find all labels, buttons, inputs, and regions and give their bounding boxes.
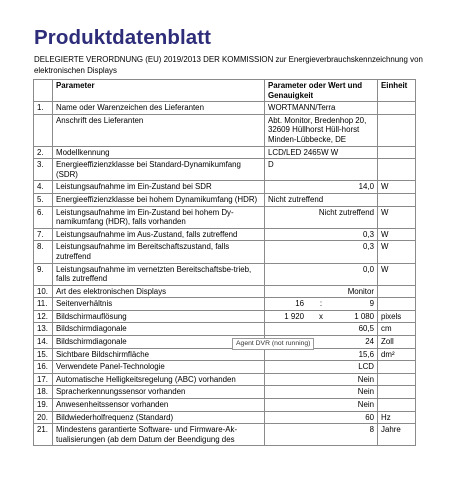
- header-unit: Einheit: [378, 80, 416, 102]
- aspect-width: 16: [295, 299, 304, 309]
- row-unit: Zoll: [378, 336, 416, 349]
- row-value: Nein: [265, 386, 378, 399]
- table-row: [34, 181, 416, 194]
- table-row: [34, 146, 416, 159]
- row-unit: W: [378, 206, 416, 228]
- product-data-table: [33, 79, 416, 446]
- table-row: [34, 310, 416, 323]
- table-row: [34, 411, 416, 424]
- page-title: Produktdatenblatt: [34, 26, 212, 49]
- row-unit: [378, 285, 416, 298]
- row-value: Nicht zutreffend: [265, 206, 378, 228]
- table-row: [34, 361, 416, 374]
- row-parameter: Modellkennung: [53, 146, 265, 159]
- aspect-separator: :: [319, 299, 323, 309]
- row-number: 10.: [34, 285, 53, 298]
- row-parameter: Leistungsaufnahme im Bereitschaftszustand, falls zutreffend: [53, 241, 265, 263]
- row-value: Nein: [265, 399, 378, 412]
- row-value: 14,0: [265, 181, 378, 194]
- row-value: [265, 298, 378, 311]
- row-number: 21.: [34, 424, 53, 446]
- regulation-subtitle: DELEGIERTE VERORDNUNG (EU) 2019/2013 DER KOMMISSION zur Energieverbrauchskennzeichnung von elektronischen Displays: [34, 55, 423, 75]
- row-unit: [378, 373, 416, 386]
- resolution-height: 1 080: [354, 311, 374, 321]
- row-value: LCD/LED 2465W W: [265, 146, 378, 159]
- row-parameter: Mindestens garantierte Software- und Firmware-Ak-tualisierungen (ab dem Datum der Beendigung des: [53, 424, 265, 446]
- row-parameter: Bildschirmdiagonale: [53, 336, 265, 349]
- header-value: Parameter oder Wert und Genauigkeit: [265, 80, 378, 102]
- row-number: 18.: [34, 386, 53, 399]
- row-value: WORTMANN/Terra: [265, 102, 378, 115]
- row-number: 12.: [34, 310, 53, 323]
- row-value: 60,5: [265, 323, 378, 336]
- row-parameter: Bildschirmdiagonale: [53, 323, 265, 336]
- row-unit: W: [378, 181, 416, 194]
- row-value: LCD: [265, 361, 378, 374]
- row-parameter: Bildwiederholfrequenz (Standard): [53, 411, 265, 424]
- table-row: [34, 228, 416, 241]
- row-parameter: Leistungsaufnahme im vernetzten Bereitschaftsbe-trieb, falls zutreffend: [53, 263, 265, 285]
- row-value: 60: [265, 411, 378, 424]
- row-number: 4.: [34, 181, 53, 194]
- row-unit: [378, 159, 416, 181]
- row-parameter: Energieeffizienzklasse bei Standard-Dynamikumfang (SDR): [53, 159, 265, 181]
- table-row: [34, 285, 416, 298]
- row-value: [265, 310, 378, 323]
- row-parameter: Sichtbare Bildschirmfläche: [53, 348, 265, 361]
- row-number: [34, 114, 53, 146]
- row-number: 5.: [34, 193, 53, 206]
- row-number: 16.: [34, 361, 53, 374]
- table-row: [34, 193, 416, 206]
- table-row: [34, 323, 416, 336]
- row-unit: pixels: [378, 310, 416, 323]
- table-row: [34, 206, 416, 228]
- row-unit: cm: [378, 323, 416, 336]
- header-parameter: Parameter: [53, 80, 265, 102]
- row-number: 3.: [34, 159, 53, 181]
- row-value: Abt. Monitor, Bredenhop 20, 32609 Hüllhorst Hüll-horst Minden-Lübbecke, DE: [265, 114, 378, 146]
- row-number: 8.: [34, 241, 53, 263]
- table-row: [34, 336, 416, 349]
- header-number: [34, 80, 53, 102]
- table-header-row: [34, 80, 416, 102]
- row-unit: [378, 361, 416, 374]
- row-value: 0,3: [265, 228, 378, 241]
- row-number: 9.: [34, 263, 53, 285]
- row-number: 13.: [34, 323, 53, 336]
- row-number: 17.: [34, 373, 53, 386]
- row-unit: [378, 193, 416, 206]
- row-number: 6.: [34, 206, 53, 228]
- row-parameter: Automatische Helligkeitsregelung (ABC) vorhanden: [53, 373, 265, 386]
- table-row: [34, 263, 416, 285]
- row-parameter: Leistungsaufnahme im Aus-Zustand, falls zutreffend: [53, 228, 265, 241]
- row-value: D: [265, 159, 378, 181]
- row-number: 2.: [34, 146, 53, 159]
- row-unit: W: [378, 228, 416, 241]
- table-row: [34, 373, 416, 386]
- row-value: Nein: [265, 373, 378, 386]
- row-value: 15,6: [265, 348, 378, 361]
- row-unit: [378, 102, 416, 115]
- row-parameter: Seitenverhältnis: [53, 298, 265, 311]
- row-value: 0,3: [265, 241, 378, 263]
- row-parameter: Leistungsaufnahme im Ein-Zustand bei SDR: [53, 181, 265, 194]
- row-value: 8: [265, 424, 378, 446]
- row-parameter: Energieeffizienzklasse bei hohem Dynamikumfang (HDR): [53, 193, 265, 206]
- row-parameter: Spracherkennungssensor vorhanden: [53, 386, 265, 399]
- row-parameter: Bildschirmauflösung: [53, 310, 265, 323]
- row-parameter: Leistungsaufnahme im Ein-Zustand bei hohem Dy-namikumfang (HDR), falls vorhanden: [53, 206, 265, 228]
- row-parameter: Verwendete Panel-Technologie: [53, 361, 265, 374]
- table-row: [34, 399, 416, 412]
- row-number: 20.: [34, 411, 53, 424]
- row-unit: dm²: [378, 348, 416, 361]
- row-unit: Hz: [378, 411, 416, 424]
- table-row: [34, 241, 416, 263]
- row-value: 0,0: [265, 263, 378, 285]
- row-parameter: Name oder Warenzeichen des Lieferanten: [53, 102, 265, 115]
- table-row: [34, 102, 416, 115]
- row-unit: [378, 114, 416, 146]
- aspect-height: 9: [369, 299, 374, 309]
- row-number: 1.: [34, 102, 53, 115]
- row-parameter: Anwesenheitssensor vorhanden: [53, 399, 265, 412]
- resolution-separator: x: [319, 311, 323, 321]
- resolution-width: 1 920: [284, 311, 304, 321]
- row-number: 14.: [34, 336, 53, 349]
- table-row: [34, 114, 416, 146]
- table-row: [34, 386, 416, 399]
- row-unit: [378, 399, 416, 412]
- row-number: 15.: [34, 348, 53, 361]
- row-unit: Jahre: [378, 424, 416, 446]
- row-parameter: Art des elektronischen Displays: [53, 285, 265, 298]
- row-unit: [378, 146, 416, 159]
- row-unit: W: [378, 241, 416, 263]
- row-unit: [378, 298, 416, 311]
- row-number: 7.: [34, 228, 53, 241]
- row-number: 11.: [34, 298, 53, 311]
- row-value: Nicht zutreffend: [265, 193, 378, 206]
- table-row: [34, 348, 416, 361]
- row-value: 24: [265, 336, 378, 349]
- table-row: [34, 159, 416, 181]
- table-row: [34, 424, 416, 446]
- row-number: 19.: [34, 399, 53, 412]
- row-value: Monitor: [265, 285, 378, 298]
- table-row: [34, 298, 416, 311]
- window-tooltip: Agent DVR (not running): [232, 338, 314, 350]
- row-parameter: Anschrift des Lieferanten: [53, 114, 265, 146]
- row-unit: [378, 386, 416, 399]
- row-unit: W: [378, 263, 416, 285]
